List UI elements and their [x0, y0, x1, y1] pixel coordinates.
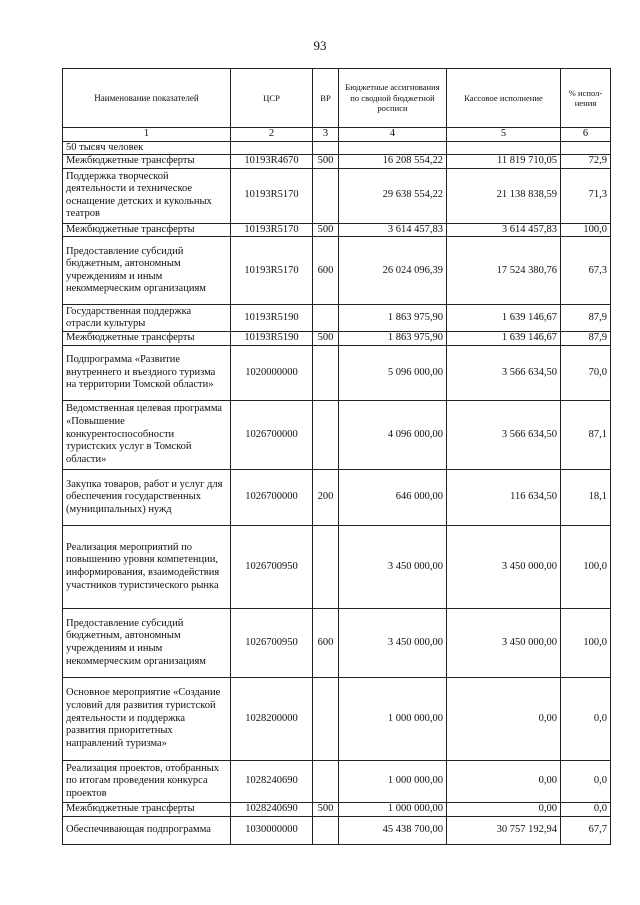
table-row: [63, 469, 611, 525]
row-vr: [313, 305, 339, 332]
column-number: 4: [339, 128, 447, 142]
row-name: Реализация проектов, отобранных по итогам проведения конкурса проектов: [63, 760, 231, 802]
row-csr: 1026700000: [231, 400, 313, 469]
row-name: Закупка товаров, работ и услуг для обеспечения государственных (муниципальных) нужд: [63, 469, 231, 525]
row-percent: 72,9: [561, 155, 611, 169]
row-budget: 3 614 457,83: [339, 223, 447, 237]
row-cash: [447, 141, 561, 155]
row-name: Основное мероприятие «Создание условий для развития туристской деятельности и поддержка развития приоритетных направлений туризма»: [63, 677, 231, 760]
row-percent: 70,0: [561, 345, 611, 400]
row-csr: 10193R4670: [231, 155, 313, 169]
row-cash: 116 634,50: [447, 469, 561, 525]
row-percent: 0,0: [561, 760, 611, 802]
row-vr: 500: [313, 802, 339, 816]
row-vr: [313, 760, 339, 802]
row-csr: 1026700950: [231, 525, 313, 608]
header-budget-allocations: Бюджетные ассигнования по сводной бюджетной росписи: [339, 69, 447, 128]
header-indicator-name: Наименование показателей: [63, 69, 231, 128]
header-execution-percent: % испол-нения: [561, 69, 611, 128]
row-budget: 3 450 000,00: [339, 608, 447, 677]
row-name: Обеспечивающая подпрограмма: [63, 816, 231, 844]
row-name: Межбюджетные трансферты: [63, 332, 231, 346]
table-row: [63, 608, 611, 677]
row-cash: 1 639 146,67: [447, 305, 561, 332]
row-budget: 646 000,00: [339, 469, 447, 525]
column-number-row: [63, 128, 611, 142]
row-name: Реализация мероприятий по повышению уровня компетенции, информирования, взаимодействия участников туристического рынка: [63, 525, 231, 608]
row-cash: 3 566 634,50: [447, 345, 561, 400]
row-budget: 4 096 000,00: [339, 400, 447, 469]
row-percent: 87,9: [561, 332, 611, 346]
row-cash: 17 524 380,76: [447, 237, 561, 305]
column-number: 2: [231, 128, 313, 142]
row-cash: 0,00: [447, 677, 561, 760]
row-percent: 67,7: [561, 816, 611, 844]
row-csr: 10193R5170: [231, 168, 313, 223]
row-vr: 200: [313, 469, 339, 525]
row-vr: 600: [313, 608, 339, 677]
table-row: [63, 305, 611, 332]
row-cash: 3 450 000,00: [447, 608, 561, 677]
row-vr: 600: [313, 237, 339, 305]
column-number: 3: [313, 128, 339, 142]
row-name: Межбюджетные трансферты: [63, 223, 231, 237]
column-number: 5: [447, 128, 561, 142]
row-percent: 18,1: [561, 469, 611, 525]
row-csr: 1030000000: [231, 816, 313, 844]
row-budget: 1 863 975,90: [339, 305, 447, 332]
table-row: [63, 525, 611, 608]
row-percent: [561, 141, 611, 155]
budget-execution-table: [62, 68, 611, 845]
row-name: Поддержка творческой деятельности и техническое оснащение детских и кукольных театров: [63, 168, 231, 223]
row-cash: 0,00: [447, 802, 561, 816]
row-name: Межбюджетные трансферты: [63, 155, 231, 169]
row-percent: 0,0: [561, 677, 611, 760]
row-vr: [313, 525, 339, 608]
header-cash-execution: Кассовое исполнение: [447, 69, 561, 128]
row-vr: [313, 677, 339, 760]
row-name: Подпрограмма «Развитие внутреннего и въездного туризма на территории Томской области»: [63, 345, 231, 400]
row-name: Ведомственная целевая программа «Повышение конкурентоспособности туристских услуг в Томской области»: [63, 400, 231, 469]
page-number: 93: [313, 38, 327, 53]
row-csr: 1028200000: [231, 677, 313, 760]
row-cash: 3 566 634,50: [447, 400, 561, 469]
row-csr: 1020000000: [231, 345, 313, 400]
table-row: [63, 237, 611, 305]
table-row: [63, 816, 611, 844]
row-cash: 0,00: [447, 760, 561, 802]
row-cash: 11 819 710,05: [447, 155, 561, 169]
row-csr: 1028240690: [231, 802, 313, 816]
table-row: [63, 223, 611, 237]
table-row: [63, 400, 611, 469]
row-vr: [313, 400, 339, 469]
row-cash: 21 138 838,59: [447, 168, 561, 223]
row-cash: 1 639 146,67: [447, 332, 561, 346]
table-row: [63, 155, 611, 169]
row-cash: 3 614 457,83: [447, 223, 561, 237]
row-vr: [313, 345, 339, 400]
row-csr: 10193R5190: [231, 332, 313, 346]
table-row: [63, 168, 611, 223]
row-percent: 87,1: [561, 400, 611, 469]
row-csr: 10193R5170: [231, 237, 313, 305]
table-row: [63, 345, 611, 400]
column-number: 6: [561, 128, 611, 142]
table-row: [63, 760, 611, 802]
row-name: 50 тысяч человек: [63, 141, 231, 155]
row-percent: 87,9: [561, 305, 611, 332]
row-budget: [339, 141, 447, 155]
column-number: 1: [63, 128, 231, 142]
row-budget: 1 000 000,00: [339, 677, 447, 760]
row-vr: [313, 141, 339, 155]
row-name: Государственная поддержка отрасли культуры: [63, 305, 231, 332]
header-csr: ЦСР: [231, 69, 313, 128]
table-row: [63, 677, 611, 760]
row-percent: 67,3: [561, 237, 611, 305]
row-percent: 0,0: [561, 802, 611, 816]
row-name: Межбюджетные трансферты: [63, 802, 231, 816]
row-budget: 3 450 000,00: [339, 525, 447, 608]
row-budget: 1 000 000,00: [339, 802, 447, 816]
row-csr: 10193R5170: [231, 223, 313, 237]
row-cash: 3 450 000,00: [447, 525, 561, 608]
row-budget: 29 638 554,22: [339, 168, 447, 223]
row-vr: [313, 816, 339, 844]
row-budget: 16 208 554,22: [339, 155, 447, 169]
row-csr: 1026700950: [231, 608, 313, 677]
row-vr: [313, 168, 339, 223]
row-csr: 10193R5190: [231, 305, 313, 332]
table-row: [63, 141, 611, 155]
row-vr: 500: [313, 155, 339, 169]
row-percent: 100,0: [561, 223, 611, 237]
row-name: Предоставление субсидий бюджетным, автономным учреждениям и иным некоммерческим организациям: [63, 237, 231, 305]
row-csr: 1026700000: [231, 469, 313, 525]
row-budget: 45 438 700,00: [339, 816, 447, 844]
row-csr: 1028240690: [231, 760, 313, 802]
row-cash: 30 757 192,94: [447, 816, 561, 844]
row-csr: [231, 141, 313, 155]
row-budget: 26 024 096,39: [339, 237, 447, 305]
row-budget: 1 000 000,00: [339, 760, 447, 802]
table-header-row: [63, 69, 611, 128]
row-budget: 5 096 000,00: [339, 345, 447, 400]
row-percent: 100,0: [561, 525, 611, 608]
row-vr: 500: [313, 223, 339, 237]
header-vr: ВР: [313, 69, 339, 128]
table-row: [63, 802, 611, 816]
row-percent: 71,3: [561, 168, 611, 223]
table-row: [63, 332, 611, 346]
row-vr: 500: [313, 332, 339, 346]
row-percent: 100,0: [561, 608, 611, 677]
row-budget: 1 863 975,90: [339, 332, 447, 346]
row-name: Предоставление субсидий бюджетным, автономным учреждениям и иным некоммерческим организациям: [63, 608, 231, 677]
